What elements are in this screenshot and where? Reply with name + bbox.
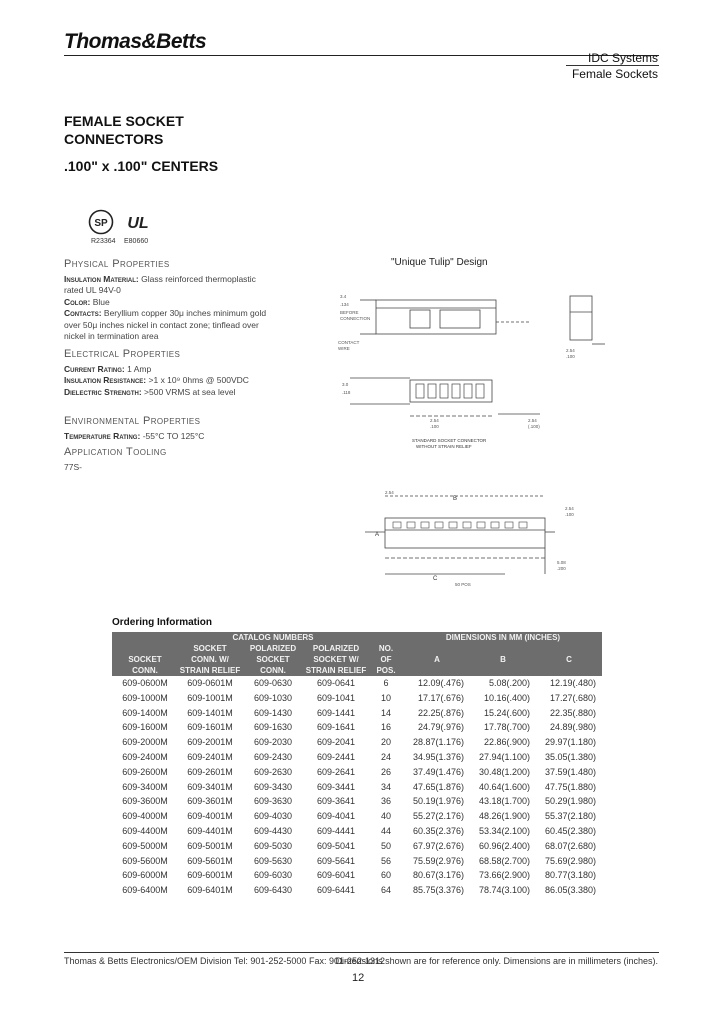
table-cell: 36 — [380, 796, 391, 807]
table-cell: 609-3601M — [187, 796, 233, 807]
svg-text:50 POS: 50 POS — [455, 582, 471, 587]
table-cell: 609-3630 — [253, 796, 293, 807]
table-row — [112, 809, 602, 824]
col-dim-c: C — [536, 643, 602, 676]
table-cell: 609-3401M — [187, 781, 233, 792]
svg-text:2.54: 2.54 — [430, 418, 439, 423]
svg-text:3.4: 3.4 — [340, 294, 347, 299]
col-dim-b: B — [470, 643, 536, 676]
svg-text:WITHOUT STRAIN RELIEF: WITHOUT STRAIN RELIEF — [416, 444, 472, 449]
table-cell: 17.27(.680) — [549, 692, 596, 703]
table-row — [112, 676, 602, 691]
table-row — [112, 720, 602, 735]
table-cell: 86.05(3.380) — [544, 885, 596, 896]
table-cell: 609-5641 — [316, 855, 356, 866]
title-line-3: .100" x .100" CENTERS — [64, 158, 219, 174]
svg-text:UL: UL — [127, 215, 149, 232]
section-divider — [566, 65, 659, 66]
table-cell: 609-6041 — [316, 870, 356, 881]
table-cell: 85.75(3.376) — [412, 885, 464, 896]
svg-text:.134: .134 — [340, 302, 349, 307]
col-socket-strain-relief: SOCKET CONN. W/ STRAIN RELIEF — [179, 644, 241, 675]
ul-file-number: E80660 — [124, 238, 149, 245]
col-polarized-socket: POLARIZED SOCKET CONN. — [242, 643, 304, 676]
drawing-title: "Unique Tulip" Design — [391, 257, 488, 268]
svg-text:(.100): (.100) — [528, 424, 540, 429]
table-row — [112, 691, 602, 706]
title-line-2: CONNECTORS — [64, 131, 164, 147]
table-cell: 10 — [380, 692, 391, 703]
contacts-value: Beryllium copper 30μ inches minimum gold over 50μ inches nickel in contact zone; tinflead over nickel in termination area — [64, 308, 267, 342]
table-cell: 609-4430 — [253, 825, 293, 836]
table-cell: 35.05(1.380) — [544, 751, 596, 762]
table-cell: 22.86(.900) — [483, 737, 530, 748]
table-cell: 609-1001M — [187, 692, 233, 703]
table-cell: 609-6430 — [253, 885, 293, 896]
table-cell: 609-5041 — [316, 840, 356, 851]
subsection-label: Female Sockets — [571, 67, 658, 81]
table-cell: 60.96(2.400) — [478, 840, 530, 851]
table-cell: 609-2030 — [253, 737, 293, 748]
table-cell: 47.65(1.876) — [412, 781, 464, 792]
table-cell: 609-5030 — [253, 840, 293, 851]
table-cell: 609-1430 — [253, 707, 293, 718]
table-cell: 60.45(2.380) — [544, 825, 596, 836]
table-cell: 609-4401M — [187, 825, 233, 836]
ordering-table — [112, 632, 602, 898]
table-cell: 17.17(.676) — [417, 692, 464, 703]
table-cell: 609-0641 — [316, 678, 356, 688]
insulation-label: Insulation Material: — [64, 274, 139, 284]
insulation-value: Glass reinforced thermoplastic rated UL 94V-0 — [64, 274, 256, 296]
dielectric-value: >500 VRMS at sea level — [144, 386, 236, 397]
table-cell: 22.35(.880) — [549, 707, 596, 718]
table-cell: 78.74(3.100) — [478, 885, 530, 896]
table-cell: 609-2401M — [187, 751, 233, 762]
dielectric-label: Dielectric Strength: — [64, 386, 142, 397]
table-cell: 30.48(1.200) — [478, 766, 530, 777]
svg-text:2.54: 2.54 — [528, 418, 537, 423]
table-cell: 20 — [380, 737, 391, 748]
svg-text:SP: SP — [94, 218, 108, 229]
svg-text:B: B — [453, 496, 458, 502]
electrical-properties-text — [64, 364, 274, 398]
environmental-properties-heading: Environmental Properties — [64, 415, 201, 427]
svg-text:.100: .100 — [566, 354, 575, 359]
table-cell: 609-1630 — [253, 722, 293, 733]
svg-text:.100: .100 — [565, 512, 574, 517]
resistance-value: >1 x 10⁹ 0hms @ 500VDC — [148, 375, 249, 386]
table-cell: 50.19(1.976) — [412, 796, 464, 807]
svg-text:STANDARD SOCKET CONNECTOR: STANDARD SOCKET CONNECTOR — [412, 438, 487, 443]
catalog-numbers-heading: CATALOG NUMBERS — [178, 632, 368, 643]
table-cell: 12.19(.480) — [549, 678, 596, 688]
table-cell: 16 — [380, 722, 391, 733]
table-cell: 609-4000M — [122, 811, 168, 822]
table-cell: 609-2430 — [253, 751, 293, 762]
table-cell: 609-3400M — [122, 781, 168, 792]
current-value: 1 Amp — [127, 364, 152, 374]
table-cell: 43.18(1.700) — [478, 796, 530, 807]
table-cell: 34 — [380, 781, 391, 792]
table-cell: 609-6441 — [316, 885, 356, 896]
table-cell: 53.34(2.100) — [478, 825, 530, 836]
table-cell: 609-6001M — [187, 870, 233, 881]
physical-properties-text — [64, 274, 274, 342]
svg-text:.100: .100 — [430, 424, 439, 429]
table-row — [112, 839, 602, 854]
table-cell: 12.09(.476) — [417, 678, 464, 688]
table-cell: 73.66(2.900) — [478, 870, 530, 881]
table-cell: 22.25(.876) — [417, 707, 464, 718]
connector-drawing-dimensions — [345, 488, 615, 593]
table-cell: 34.95(1.376) — [412, 751, 464, 762]
page-number: 12 — [352, 972, 365, 984]
svg-text:3.0: 3.0 — [342, 382, 349, 387]
col-polarized-strain-relief: POLARIZED SOCKET W/ STRAIN RELIEF — [305, 644, 367, 675]
table-cell: 609-1000M — [122, 692, 168, 703]
svg-text:2.54: 2.54 — [566, 348, 575, 353]
footer-note: Dimensions shown are for reference only. Dimensions are in millimeters (inches). — [335, 956, 658, 966]
table-cell: 609-2600M — [122, 766, 168, 777]
table-cell: 609-0600M — [122, 678, 168, 688]
electrical-properties-heading: Electrical Properties — [64, 348, 181, 360]
color-value: Blue — [92, 296, 110, 307]
svg-text:CONNECTION: CONNECTION — [340, 316, 371, 321]
csa-mark-icon — [88, 209, 114, 235]
table-cell: 609-3430 — [253, 781, 293, 792]
table-row — [112, 794, 602, 809]
svg-text:2.54: 2.54 — [385, 490, 394, 495]
table-cell: 50.29(1.980) — [544, 796, 596, 807]
col-positions: NO. OF POS. — [368, 643, 404, 676]
table-row — [112, 706, 602, 721]
table-cell: 80.67(3.176) — [412, 870, 464, 881]
table-cell: 609-6401M — [187, 885, 233, 896]
table-cell: 44 — [380, 825, 391, 836]
table-cell: 40.64(1.600) — [478, 781, 530, 792]
table-cell: 609-2000M — [122, 737, 168, 748]
table-row — [112, 735, 602, 750]
table-cell: 609-2641 — [316, 766, 356, 777]
section-label: IDC Systems — [587, 51, 658, 65]
table-cell: 609-2441 — [316, 751, 356, 762]
table-row — [112, 765, 602, 780]
table-cell: 609-6000M — [122, 870, 168, 881]
table-cell: 55.27(2.176) — [412, 811, 464, 822]
connector-drawing-top — [330, 282, 620, 460]
table-cell: 609-2041 — [316, 737, 356, 748]
environmental-properties-text — [64, 431, 274, 442]
table-cell: 609-5601M — [187, 855, 233, 866]
current-label: Current Rating: — [64, 364, 125, 374]
svg-text:WIRE: WIRE — [338, 346, 350, 351]
table-cell: 56 — [380, 855, 391, 866]
table-cell: 609-1600M — [122, 722, 168, 733]
table-row — [112, 883, 602, 898]
table-cell: 68.58(2.700) — [478, 855, 530, 866]
table-cell: 37.59(1.480) — [544, 766, 596, 777]
csa-file-number: R23364 — [91, 238, 116, 245]
table-cell: 609-0601M — [187, 678, 233, 688]
table-cell: 609-3600M — [122, 796, 168, 807]
color-label: Color: — [64, 296, 91, 307]
table-cell: 609-1400M — [122, 707, 168, 718]
table-cell: 80.77(3.180) — [544, 870, 596, 881]
table-cell: 26 — [380, 766, 391, 777]
table-cell: 609-5630 — [253, 855, 293, 866]
table-cell: 609-1641 — [316, 722, 356, 733]
table-cell: 15.24(.600) — [483, 707, 530, 718]
table-cell: 6 — [383, 678, 389, 688]
title-line-1: FEMALE SOCKET — [64, 113, 184, 129]
table-cell: 609-2601M — [187, 766, 233, 777]
application-tooling-heading: Application Tooling — [64, 446, 167, 458]
svg-text:C: C — [433, 576, 438, 582]
table-cell: 609-1030 — [253, 692, 293, 703]
footer-rule — [64, 952, 659, 953]
dimensions-heading: DIMENSIONS IN MM (INCHES) — [404, 632, 602, 643]
table-cell: 68.07(2.680) — [544, 840, 596, 851]
table-cell: 48.26(1.900) — [478, 811, 530, 822]
table-cell: 37.49(1.476) — [412, 766, 464, 777]
table-cell: 47.75(1.880) — [544, 781, 596, 792]
table-cell: 50 — [380, 840, 391, 851]
svg-text:A: A — [375, 532, 380, 538]
table-cell: 60.35(2.376) — [412, 825, 464, 836]
table-cell: 55.37(2.180) — [544, 811, 596, 822]
footer-company: Thomas & Betts Electronics/OEM Division Tel: 901-252-5000 Fax: 901-252-1312 — [64, 956, 385, 966]
svg-text:.200: .200 — [557, 566, 566, 571]
svg-text:BEFORE: BEFORE — [340, 310, 359, 315]
table-cell: 609-2630 — [253, 766, 293, 777]
resistance-label: Insulation Resistance: — [64, 375, 147, 386]
temperature-label: Temperature Rating: — [64, 431, 141, 441]
svg-text:.118: .118 — [342, 390, 351, 395]
col-socket-conn: SOCKET CONN. — [112, 643, 178, 676]
application-tooling-value: 77S- — [64, 462, 82, 472]
table-row — [112, 854, 602, 869]
table-cell: 10.16(.400) — [483, 692, 530, 703]
table-cell: 17.78(.700) — [483, 722, 530, 733]
table-cell: 29.97(1.180) — [544, 737, 596, 748]
table-cell: 609-3441 — [316, 781, 356, 792]
table-cell: 609-4441 — [316, 825, 356, 836]
table-header-group-row — [112, 632, 602, 643]
table-cell: 609-4030 — [253, 811, 293, 822]
table-header-row — [112, 643, 602, 676]
table-row — [112, 868, 602, 883]
table-cell: 609-0630 — [253, 678, 293, 688]
col-dim-a: A — [404, 643, 470, 676]
table-cell: 609-6030 — [253, 870, 293, 881]
table-cell: 609-1041 — [316, 692, 356, 703]
table-cell: 24 — [380, 751, 391, 762]
table-cell: 609-2001M — [187, 737, 233, 748]
brand-logo: Thomas&Betts — [64, 30, 207, 53]
table-cell: 67.97(2.676) — [412, 840, 464, 851]
table-cell: 28.87(1.176) — [412, 737, 464, 748]
table-cell: 609-5001M — [187, 840, 233, 851]
table-cell: 609-1441 — [316, 707, 356, 718]
table-cell: 60 — [380, 870, 391, 881]
table-cell: 609-4041 — [316, 811, 356, 822]
table-cell: 24.89(.980) — [549, 722, 596, 733]
table-row — [112, 824, 602, 839]
temperature-value: -55°C TO 125°C — [142, 431, 205, 441]
svg-text:CONTACT: CONTACT — [338, 340, 360, 345]
table-cell: 609-3641 — [316, 796, 356, 807]
ordering-info-title: Ordering Information — [112, 617, 212, 628]
table-cell: 75.69(2.980) — [544, 855, 596, 866]
table-cell: 609-5600M — [122, 855, 168, 866]
ul-mark-icon — [123, 212, 153, 232]
table-cell: 40 — [380, 811, 391, 822]
contacts-label: Contacts: — [64, 308, 102, 319]
table-cell: 75.59(2.976) — [412, 855, 464, 866]
svg-text:5.08: 5.08 — [557, 560, 566, 565]
table-cell: 609-4400M — [122, 825, 168, 836]
table-cell: 609-6400M — [122, 885, 168, 896]
header-rule — [64, 55, 659, 56]
table-cell: 64 — [380, 885, 391, 896]
table-cell: 609-4001M — [187, 811, 233, 822]
table-cell: 24.79(.976) — [417, 722, 464, 733]
table-cell: 609-5000M — [122, 840, 168, 851]
table-cell: 27.94(1.100) — [478, 751, 530, 762]
table-cell: 14 — [380, 707, 391, 718]
table-row — [112, 750, 602, 765]
table-cell: 609-1401M — [187, 707, 233, 718]
table-row — [112, 780, 602, 795]
physical-properties-heading: Physical Properties — [64, 258, 170, 270]
table-cell: 609-1601M — [187, 722, 233, 733]
svg-text:2.54: 2.54 — [565, 506, 574, 511]
table-cell: 5.08(.200) — [488, 678, 530, 688]
table-cell: 609-2400M — [122, 751, 168, 762]
